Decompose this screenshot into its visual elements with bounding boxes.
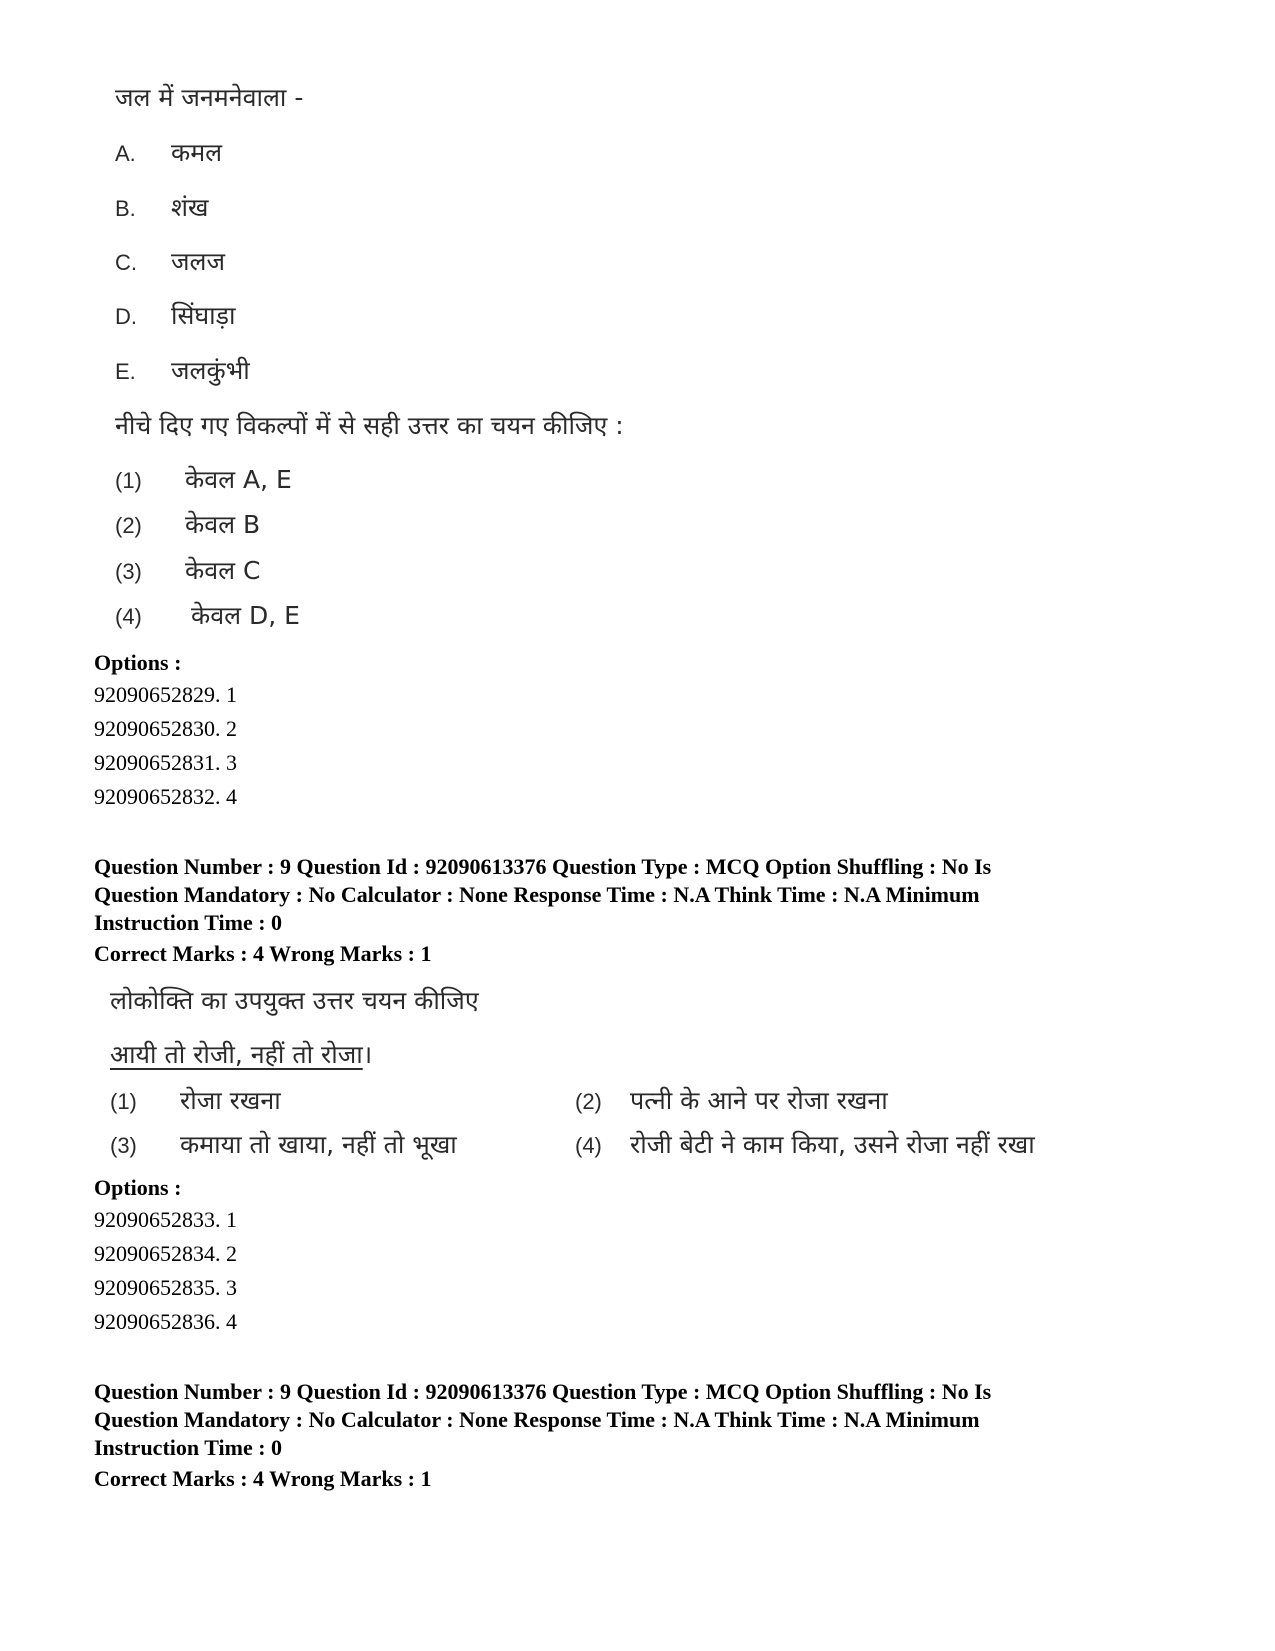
answer-choice <box>575 1127 1035 1161</box>
meta-line: Question Mandatory : No Calculator : None Response Time : N.A Think Time : N.A Minimum <box>94 1407 980 1432</box>
choice-text: कमाया तो खाया, नहीं तो भूखा <box>180 1130 457 1159</box>
choice-number: (2) <box>115 513 142 538</box>
list-item <box>115 135 222 169</box>
answer-choice <box>110 1127 457 1161</box>
item-text: जलकुंभी <box>171 356 250 385</box>
option-item: 92090652832. 4 <box>94 784 237 809</box>
choice-number: (4) <box>575 1133 602 1158</box>
choice-text: रोजा रखना <box>180 1086 281 1115</box>
item-label: B. <box>115 196 136 221</box>
question-meta <box>94 1378 991 1462</box>
list-item <box>115 298 235 332</box>
answer-choice <box>115 507 260 541</box>
question-stem: जल में जनमनेवाला - <box>115 83 304 112</box>
choice-text: केवल D, E <box>191 601 300 630</box>
choice-text: केवल B <box>185 510 261 539</box>
choice-number: (3) <box>115 559 142 584</box>
marks-line: Correct Marks : 4 Wrong Marks : 1 <box>94 1466 432 1491</box>
list-item <box>115 244 225 278</box>
options-list <box>94 1203 237 1339</box>
meta-line: Question Number : 9 Question Id : 92090613376 Question Type : MCQ Option Shuffling : No Is <box>94 1379 992 1404</box>
list-item <box>115 353 250 387</box>
option-item: 92090652835. 3 <box>94 1275 237 1300</box>
meta-line: Question Mandatory : No Calculator : None Response Time : N.A Think Time : N.A Minimum <box>94 882 980 907</box>
item-label: A. <box>115 141 136 166</box>
choice-text: रोजी बेटी ने काम किया, उसने रोजा नहीं रखा <box>630 1130 1035 1159</box>
proverb-end: । <box>362 1040 373 1069</box>
answer-choice <box>115 553 260 587</box>
answer-choice <box>110 1083 281 1117</box>
options-heading: Options : <box>94 650 182 675</box>
choice-number: (1) <box>110 1089 137 1114</box>
proverb-text: आयी तो रोजी, नहीं तो रोजा <box>110 1040 363 1069</box>
item-label: D. <box>115 304 137 329</box>
choice-number: (1) <box>115 468 142 493</box>
option-item: 92090652830. 2 <box>94 716 237 741</box>
meta-line: Instruction Time : 0 <box>94 1435 283 1460</box>
choice-number: (4) <box>115 604 142 629</box>
option-item: 92090652836. 4 <box>94 1309 237 1334</box>
item-label: E. <box>115 359 136 384</box>
choice-text: केवल C <box>185 556 261 585</box>
choice-number: (3) <box>110 1133 137 1158</box>
marks-line: Correct Marks : 4 Wrong Marks : 1 <box>94 941 432 966</box>
options-heading: Options : <box>94 1175 182 1200</box>
question-meta <box>94 853 991 937</box>
option-item: 92090652831. 3 <box>94 750 237 775</box>
choice-text: पत्नी के आने पर रोजा रखना <box>630 1086 888 1115</box>
item-text: शंख <box>171 193 209 222</box>
item-label: C. <box>115 250 137 275</box>
choice-number: (2) <box>575 1089 602 1114</box>
answer-choice <box>575 1083 888 1117</box>
answer-choice <box>115 462 292 496</box>
instruction-text: नीचे दिए गए विकल्पों में से सही उत्तर का चयन कीजिए : <box>115 411 624 440</box>
answer-choice <box>115 598 300 632</box>
item-text: कमल <box>171 138 223 167</box>
options-list <box>94 678 237 814</box>
choice-text: केवल A, E <box>185 465 292 494</box>
option-item: 92090652834. 2 <box>94 1241 237 1266</box>
item-text: जलज <box>171 247 226 276</box>
list-item <box>115 190 208 224</box>
meta-line: Instruction Time : 0 <box>94 910 283 935</box>
question-stem: लोकोक्ति का उपयुक्त उत्तर चयन कीजिए <box>110 986 479 1015</box>
option-item: 92090652829. 1 <box>94 682 237 707</box>
option-item: 92090652833. 1 <box>94 1207 237 1232</box>
meta-line: Question Number : 9 Question Id : 92090613376 Question Type : MCQ Option Shuffling : No Is <box>94 854 992 879</box>
item-text: सिंघाड़ा <box>171 301 236 330</box>
proverb <box>110 1037 372 1071</box>
